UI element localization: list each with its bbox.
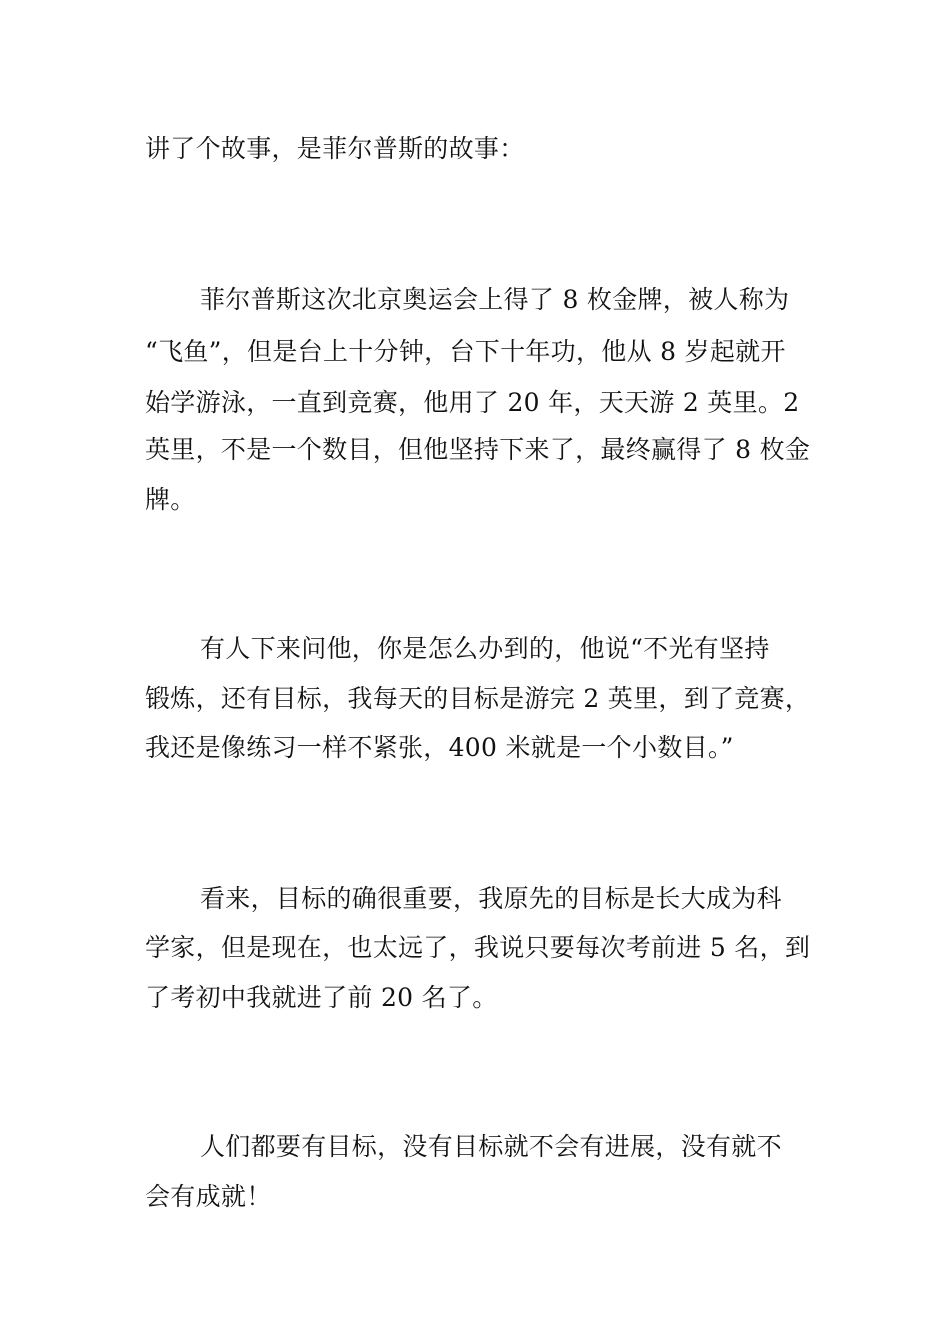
paragraph-1-line-2: “飞鱼”，但是台上十分钟，台下十年功，他从 8 岁起就开 (145, 337, 786, 366)
paragraph-3-line-2: 学家，但是现在，也太远了，我说只要每次考前进 5 名，到 (145, 933, 811, 962)
paragraph-1-line-3: 始学游泳，一直到竞赛，他用了 20 年，天天游 2 英里。2 (145, 388, 800, 417)
paragraph-3-line-3: 了考初中我就进了前 20 名了。 (145, 983, 498, 1012)
paragraph-1-line-5: 牌。 (145, 485, 196, 514)
paragraph-1-line-1: 菲尔普斯这次北京奥运会上得了 8 枚金牌，被人称为 (200, 285, 790, 314)
paragraph-2-line-1: 有人下来问他，你是怎么办到的，他说“不光有坚持 (200, 634, 770, 663)
intro-line: 讲了个故事，是菲尔普斯的故事： (145, 134, 525, 163)
paragraph-2-line-3: 我还是像练习一样不紧张，400 米就是一个小数目。” (145, 733, 734, 762)
paragraph-4-line-1: 人们都要有目标，没有目标就不会有进展，没有就不 (200, 1132, 782, 1161)
paragraph-4-line-2: 会有成就！ (145, 1182, 272, 1211)
paragraph-3-line-1: 看来，目标的确很重要，我原先的目标是长大成为科 (200, 884, 782, 913)
paragraph-1-line-4: 英里，不是一个数目，但他坚持下来了，最终赢得了 8 枚金 (145, 435, 811, 464)
paragraph-2-line-2: 锻炼，还有目标，我每天的目标是游完 2 英里，到了竞赛， (145, 684, 811, 713)
